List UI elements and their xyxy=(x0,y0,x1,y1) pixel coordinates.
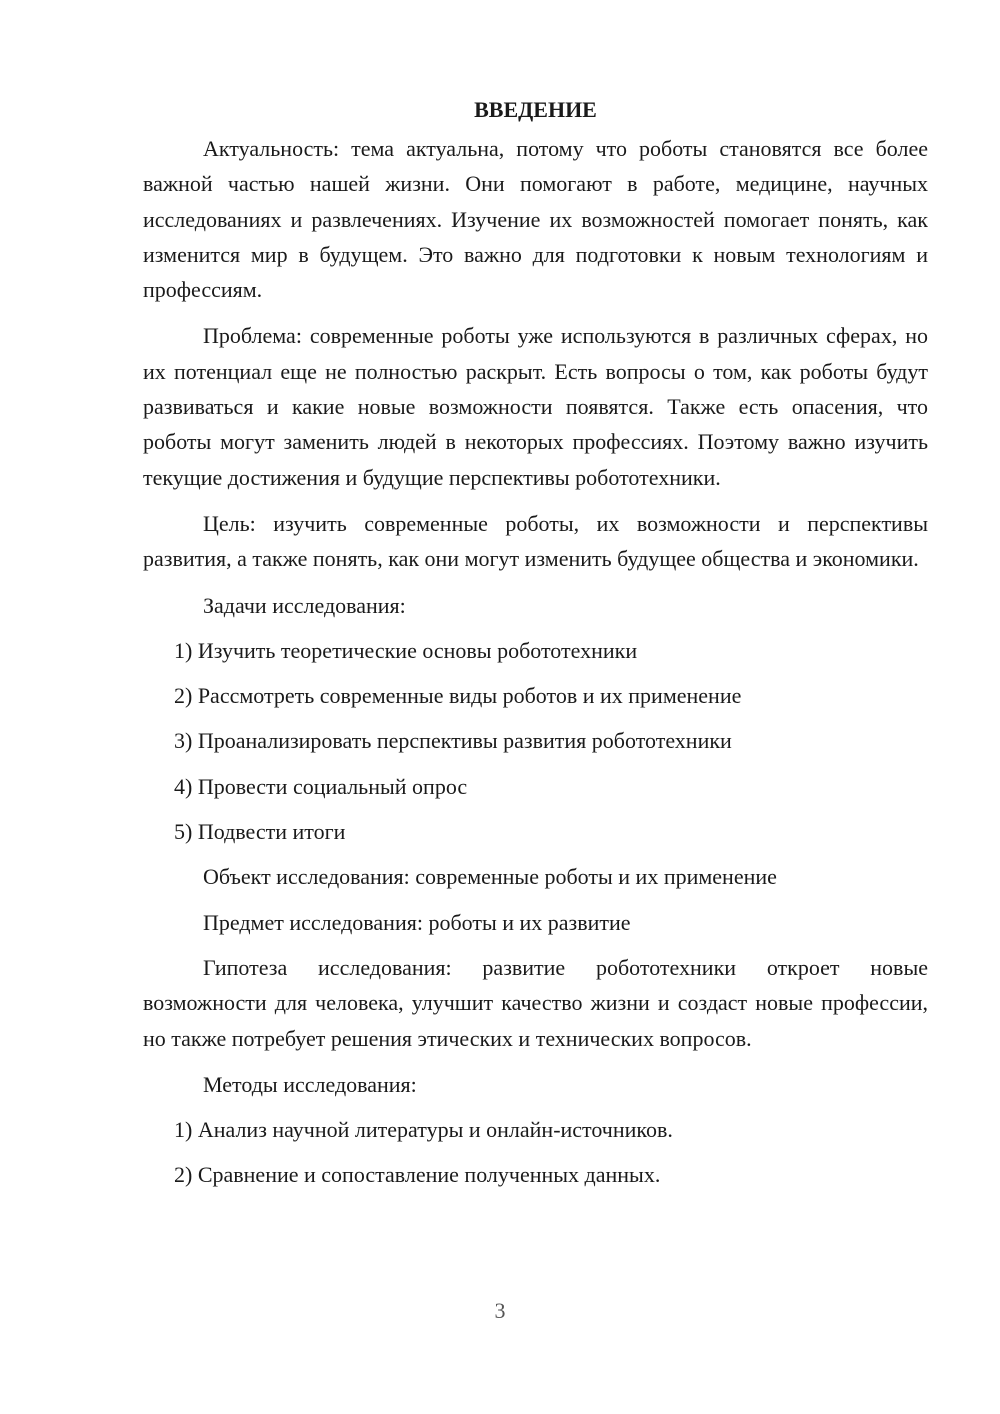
document-page xyxy=(143,95,928,1203)
list-item: 2) Рассмотреть современные виды роботов и их применение xyxy=(174,683,742,709)
goal-paragraph: Цель: изучить современные роботы, их возможности и перспективы развития, а также понять, как они могут изменить будущее общества и экономики. xyxy=(143,510,928,572)
list-item: 3) Проанализировать перспективы развития робототехники xyxy=(174,728,732,754)
list-item: 5) Подвести итоги xyxy=(174,819,346,845)
methods-list xyxy=(143,1112,928,1193)
problem-paragraph: Проблема: современные роботы уже используются в различных сферах, но их потенциал еще не полностью раскрыт. Есть вопросы о том, как роботы будут развиваться и какие новые возможности появятся. Также есть опасения, что роботы могут заменить людей в некоторых профессиях. Поэтому важно изучить текущие достижения и будущие перспективы робототехники. xyxy=(143,323,928,490)
object-line: Объект исследования: современные роботы и их применение xyxy=(203,864,777,890)
list-item: 1) Изучить теоретические основы робототехники xyxy=(174,637,638,663)
tasks-list xyxy=(143,633,928,849)
methods-heading: Методы исследования: xyxy=(203,1071,417,1097)
section-title: ВВЕДЕНИЕ xyxy=(474,97,597,122)
hypothesis-paragraph: Гипотеза исследования: развитие робототехники откроет новые возможности для человека, улучшит качество жизни и создаст новые профессии, но также потребует решения этических и технических вопросов. xyxy=(143,954,928,1051)
relevance-paragraph: Актуальность: тема актуальна, потому что роботы становятся все более важной частью нашей жизни. Они помогают в работе, медицине, научных исследованиях и развлечениях. Изучение их возможностей помогает понять, как изменится мир в будущем. Это важно для подготовки к новым технологиям и профессиям. xyxy=(143,136,928,303)
list-item: 1) Анализ научной литературы и онлайн-источников. xyxy=(174,1117,673,1143)
list-item: 4) Провести социальный опрос xyxy=(174,773,468,799)
list-item: 2) Сравнение и сопоставление полученных данных. xyxy=(174,1162,661,1188)
subject-line: Предмет исследования: роботы и их развитие xyxy=(203,909,631,935)
page-number: 3 xyxy=(494,1298,506,1323)
tasks-heading: Задачи исследования: xyxy=(203,592,406,618)
